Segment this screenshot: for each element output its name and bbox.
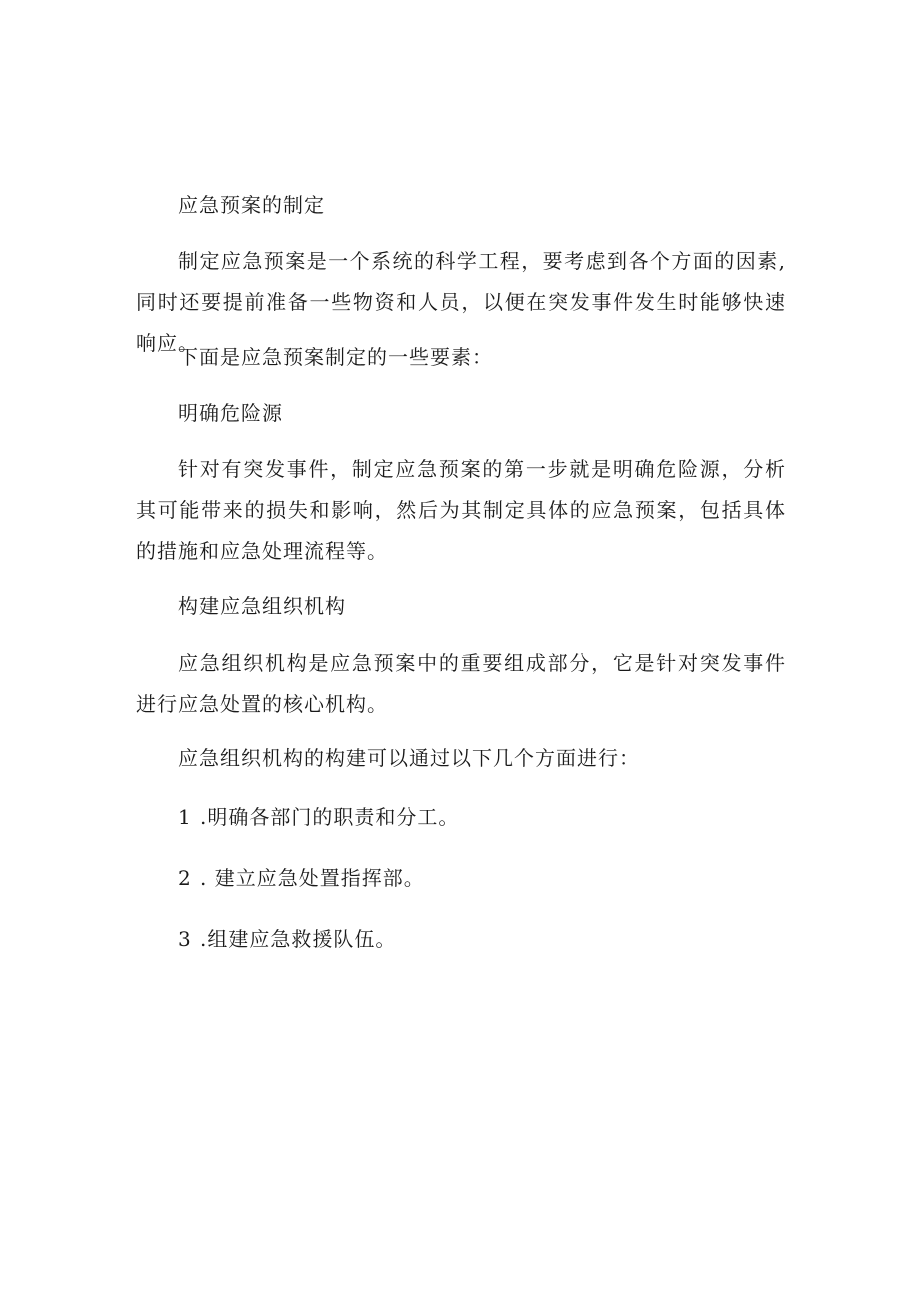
list-item xyxy=(178,801,459,833)
list-item-text: .组建应急救援队伍。 xyxy=(200,927,397,951)
paragraph-organization: 应急组织机构是应急预案中的重要组成部分，它是针对突发事件进行应急处置的核心机构。 xyxy=(136,651,786,716)
list-item-number: 3 xyxy=(178,927,192,951)
list-item xyxy=(178,923,396,955)
paragraph-intro: 制定应急预案是一个系统的科学工程，要考虑到各个方面的因素,同时还要提前准备一些物资和人员，以便在突发事件发生时能够快速响应。 xyxy=(136,249,786,355)
paragraph-elements-intro: 下面是应急预案制定的一些要素： xyxy=(178,345,493,369)
list-item xyxy=(178,862,425,894)
list-item-number: 1 xyxy=(178,805,192,829)
list-item-text: .明确各部门的职责和分工。 xyxy=(200,805,460,829)
list-item-number: 2 xyxy=(178,866,192,890)
heading-emergency-plan: 应急预案的制定 xyxy=(178,193,325,217)
heading-identify-hazards: 明确危险源 xyxy=(178,401,283,425)
paragraph-organization-methods: 应急组织机构的构建可以通过以下几个方面进行： xyxy=(178,746,640,770)
heading-build-organization: 构建应急组织机构 xyxy=(178,594,346,618)
list-item-text: . 建立应急处置指挥部。 xyxy=(200,866,425,890)
paragraph-identify-hazards: 针对有突发事件，制定应急预案的第一步就是明确危险源，分析其可能带来的损失和影响，然后为其制定具体的应急预案，包括具体的措施和应急处理流程等。 xyxy=(136,457,786,563)
